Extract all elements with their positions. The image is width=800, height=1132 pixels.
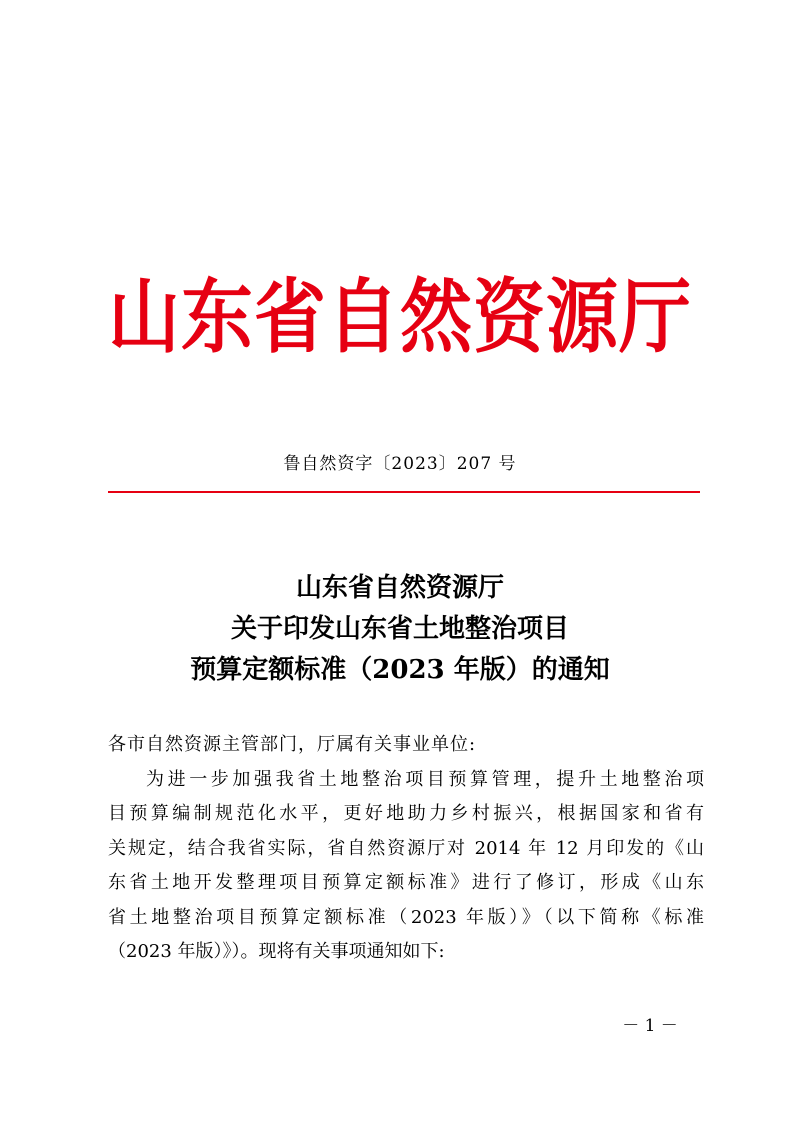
title-line-1: 山东省自然资源厅 bbox=[295, 573, 504, 603]
issuer-masthead: 山东省自然资源厅 bbox=[107, 268, 692, 365]
paragraph-line: 关规定，结合我省实际，省自然资源厅对 2014 年 12 月印发的《山 bbox=[108, 837, 704, 859]
red-separator-line bbox=[108, 491, 700, 493]
title-line-3: 预算定额标准（2023 年版）的通知 bbox=[190, 655, 610, 685]
title-line-2: 关于印发山东省土地整治项目 bbox=[230, 614, 569, 644]
salutation: 各市自然资源主管部门，厅属有关事业单位: bbox=[108, 734, 477, 755]
page-number: － 1 － bbox=[622, 1016, 678, 1036]
document-body bbox=[108, 728, 704, 970]
paragraph-line: 东省土地开发整理项目预算定额标准》进行了修订，形成《山东 bbox=[108, 872, 704, 893]
document-number: 鲁自然资字〔2023〕207 号 bbox=[283, 454, 517, 474]
paragraph-line: 省土地整治项目预算定额标准（2023 年版）》（以下简称《标准 bbox=[108, 906, 704, 928]
paragraph-line: （2023 年版）》）。现将有关事项通知如下: bbox=[108, 941, 445, 962]
paragraph-line: 为进一步加强我省土地整治项目预算管理，提升土地整治项 bbox=[146, 768, 704, 790]
document-title bbox=[100, 568, 700, 691]
paragraph-line: 目预算编制规范化水平，更好地助力乡村振兴，根据国家和省有 bbox=[108, 803, 704, 824]
body-paragraph bbox=[108, 763, 704, 970]
